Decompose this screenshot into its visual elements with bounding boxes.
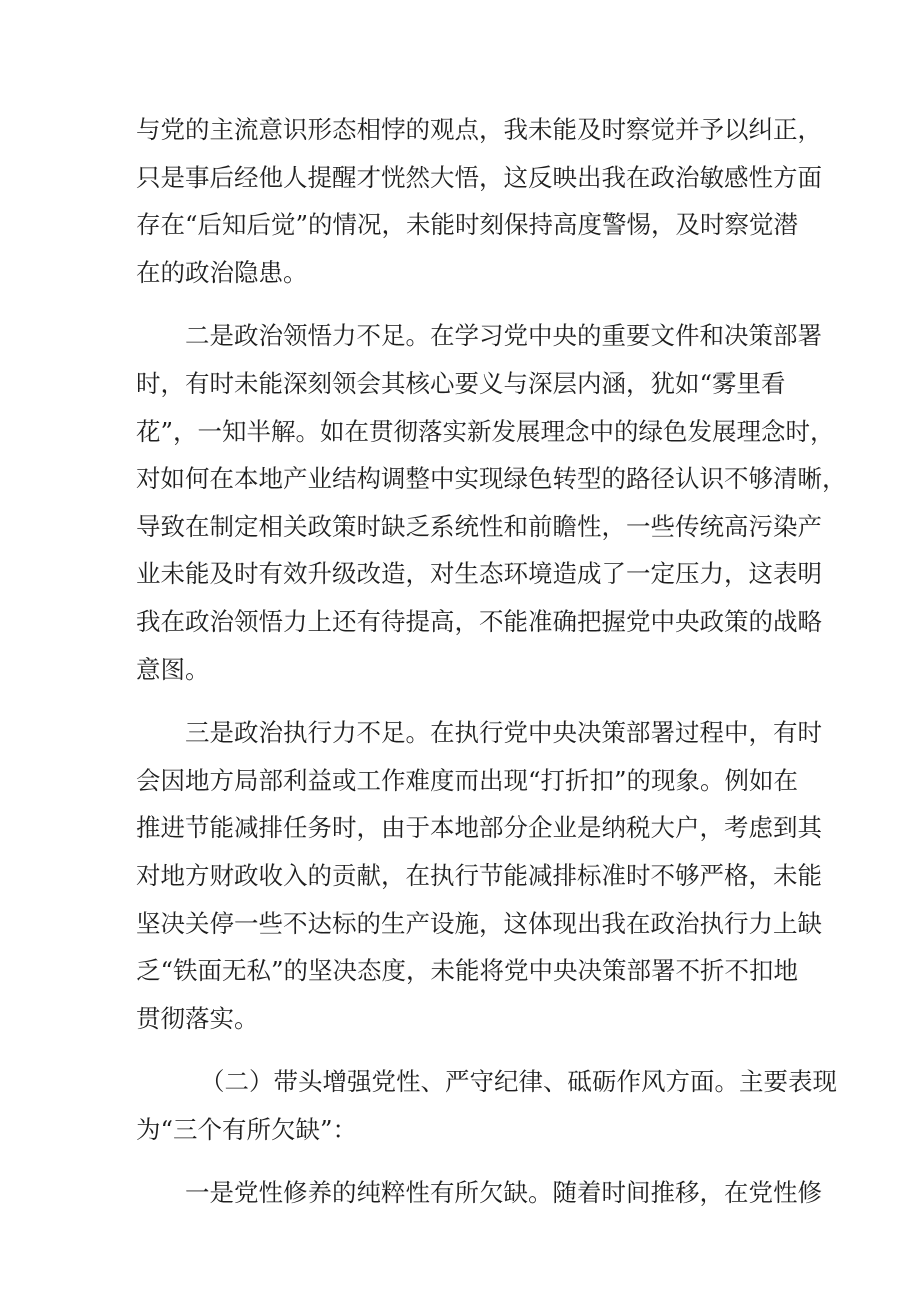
document-body — [136, 106, 847, 1217]
text-line: 与党的主流意识形态相悖的观点，我未能及时察觉并予以纠正， — [136, 115, 822, 144]
text-line: 推进节能减排任务时，由于本地部分企业是纳税大户，考虑到其 — [136, 813, 822, 843]
text-line: 意图。 — [136, 654, 210, 684]
text-line: 时，有时未能深刻领会其核心要义与深层内涵，犹如“雾里看 — [136, 368, 786, 398]
text-line: 对如何在本地产业结构调整中实现绿色转型的路径认识不够清晰， — [136, 464, 847, 494]
text-line: 为“三个有所欠缺”： — [136, 1114, 358, 1144]
paragraph-political-comprehension — [136, 312, 847, 693]
text-line: 导致在制定相关政策时缺乏系统性和前瞻性，一些传统高污染产 — [136, 511, 822, 541]
text-line: 乏“铁面无私”的坚决态度，未能将党中央决策部署不折不扣地 — [136, 956, 799, 986]
text-line: 我在政治领悟力上还有待提高，不能准确把握党中央政策的战略 — [136, 606, 822, 636]
text-line: 一是党性修养的纯粹性有所欠缺。随着时间推移，在党性修 — [185, 1178, 822, 1208]
text-line: 存在“后知后觉”的情况，未能时刻保持高度警惕，及时察觉潜 — [136, 210, 799, 240]
text-line: 对地方财政收入的贡献，在执行节能减排标准时不够严格，未能 — [136, 860, 822, 890]
text-line: 会因地方局部利益或工作难度而出现“打折扣”的现象。例如在 — [136, 765, 799, 795]
text-line: 在的政治隐患。 — [136, 257, 308, 287]
text-line: 只是事后经他人提醒才恍然大悟，这反映出我在政治敏感性方面 — [136, 162, 822, 192]
text-line: 坚决关停一些不达标的生产设施，这体现出我在政治执行力上缺 — [136, 908, 822, 938]
text-line: 业未能及时有效升级改造，对生态环境造成了一定压力，这表明 — [136, 559, 822, 589]
text-line: 二是政治领悟力不足。在学习党中央的重要文件和决策部署 — [185, 321, 822, 351]
text-line: 贯彻落实。 — [136, 1003, 259, 1033]
paragraph-political-execution — [136, 709, 822, 1042]
text-line: 三是政治执行力不足。在执行党中央决策部署过程中，有时 — [185, 718, 822, 748]
paragraph-party-cultivation — [136, 1169, 822, 1217]
text-line: （二）带头增强党性、严守纪律、砥砺作风方面。主要表现 — [200, 1067, 837, 1097]
paragraph-political-sensitivity — [136, 106, 822, 296]
section-heading-party-spirit — [136, 1058, 837, 1153]
text-line: 花”，一知半解。如在贯彻落实新发展理念中的绿色发展理念时， — [136, 416, 835, 446]
